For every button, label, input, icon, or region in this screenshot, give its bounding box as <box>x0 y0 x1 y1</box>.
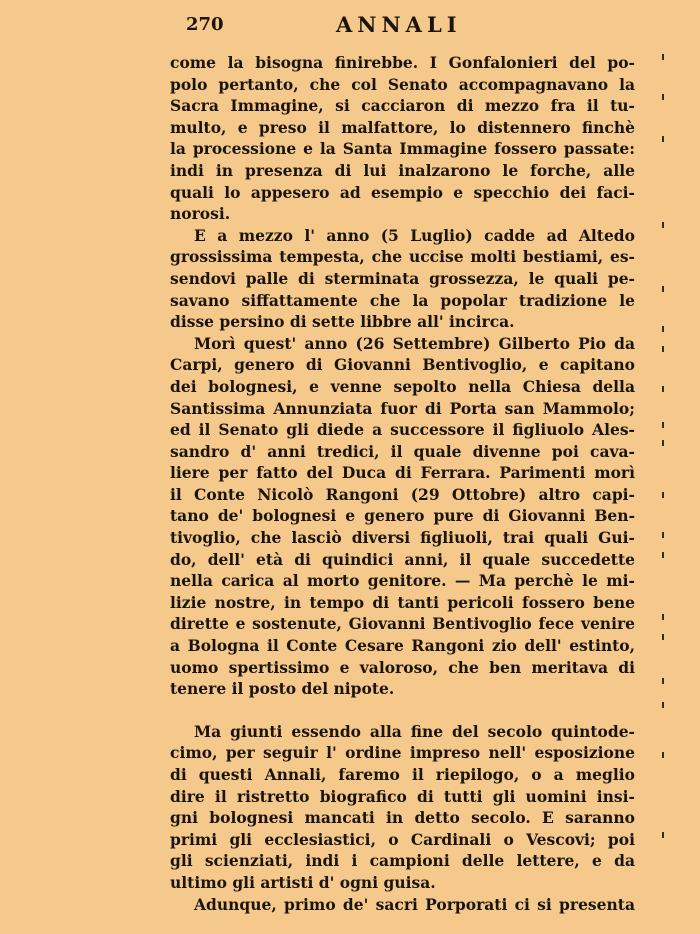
text-line: do, dell' età di quindici anni, il quale succedette <box>170 549 635 569</box>
text-line: Morì quest' anno (26 Settembre) Gilberto Pio da <box>194 333 635 353</box>
text-line: tano de' bolognesi e genero pure di Giovanni Ben- <box>170 506 635 526</box>
text-line: E a mezzo l' anno (5 Luglio) cadde ad Altedo <box>194 225 635 245</box>
running-title: ANNALI <box>336 12 462 37</box>
text-line: nella carica al morto genitore. — Ma perchè le mi- <box>170 571 635 591</box>
text-line: la processione e la Santa Immagine fossero passate: <box>170 139 635 159</box>
text-line: Carpi, genero di Giovanni Bentivoglio, e capitano <box>170 355 635 375</box>
text-line: sandro d' anni tredici, il quale divenne poi cava- <box>170 441 635 461</box>
text-line: lizie nostre, in tempo di tanti pericoli fossero bene <box>170 592 635 612</box>
text-line: grossissima tempesta, che uccise molti bestiami, es- <box>170 247 635 267</box>
text-line: tenere il posto del nipote. <box>170 679 395 699</box>
text-line: dire il ristretto biografico di tutti gli uomini insi- <box>170 786 635 806</box>
text-line: disse persino di sette libbre all' incirca. <box>170 312 515 332</box>
page-number: 270 <box>186 14 224 35</box>
text-line: Ma giunti essendo alla fine del secolo quintode- <box>194 721 635 741</box>
text-line: Sacra Immagine, si cacciaron di mezzo fra il tu- <box>170 96 635 116</box>
text-line: uomo spertissimo e valoroso, che ben meritava di <box>170 657 635 677</box>
text-line: tivoglio, che lasciò diversi figliuoli, trai quali Gui- <box>170 528 635 548</box>
text-line: a Bologna il Conte Cesare Rangoni zio dell' estinto, <box>170 636 635 656</box>
text-line: ultimo gli artisti d' ogni guisa. <box>170 872 436 892</box>
body-text <box>170 52 635 915</box>
text-line: dirette e sostenute, Giovanni Bentivoglio fece venire <box>170 614 635 634</box>
text-line: liere per fatto del Duca di Ferrara. Parimenti morì <box>170 463 635 483</box>
text-line: ed il Senato gli diede a successore il figliuolo Ales- <box>170 420 635 440</box>
text-line: norosi. <box>170 204 231 224</box>
text-line: indi in presenza di lui inalzarono le forche, alle <box>170 160 635 180</box>
text-line: polo pertanto, che col Senato accompagnavano la <box>170 74 635 94</box>
text-line: dei bolognesi, e venne sepolto nella Chiesa della <box>170 376 635 396</box>
text-line: come la bisogna finirebbe. I Gonfalonieri del po- <box>170 53 635 72</box>
paragraph-gap <box>170 700 635 721</box>
text-line: di questi Annali, faremo il riepilogo, o a meglio <box>170 765 635 784</box>
margin-marks <box>660 40 670 920</box>
text-line: Santissima Annunziata fuor di Porta san Mammolo; <box>170 398 635 418</box>
text-line: sendovi palle di sterminata grossezza, le quali pe- <box>170 268 635 288</box>
page-header <box>186 12 646 42</box>
text-line: savano siffattamente che la popolar tradizione le <box>170 290 635 310</box>
text-line: cimo, per seguir l' ordine impreso nell' esposizione <box>170 743 635 763</box>
text-line: primi gli ecclesiastici, o Cardinali o Vescovi; poi <box>170 829 635 849</box>
text-line: gli scienziati, indi i campioni delle lettere, e da <box>170 851 635 871</box>
text-line: quali lo appesero ad esempio e specchio dei faci- <box>170 182 635 202</box>
text-line: Adunque, primo de' sacri Porporati ci si presenta <box>194 894 635 914</box>
text-line: il Conte Nicolò Rangoni (29 Ottobre) altro capi- <box>170 484 635 504</box>
text-line: multo, e preso il malfattore, lo distennero finchè <box>170 117 635 137</box>
text-line: gni bolognesi mancati in detto secolo. E saranno <box>170 808 635 828</box>
